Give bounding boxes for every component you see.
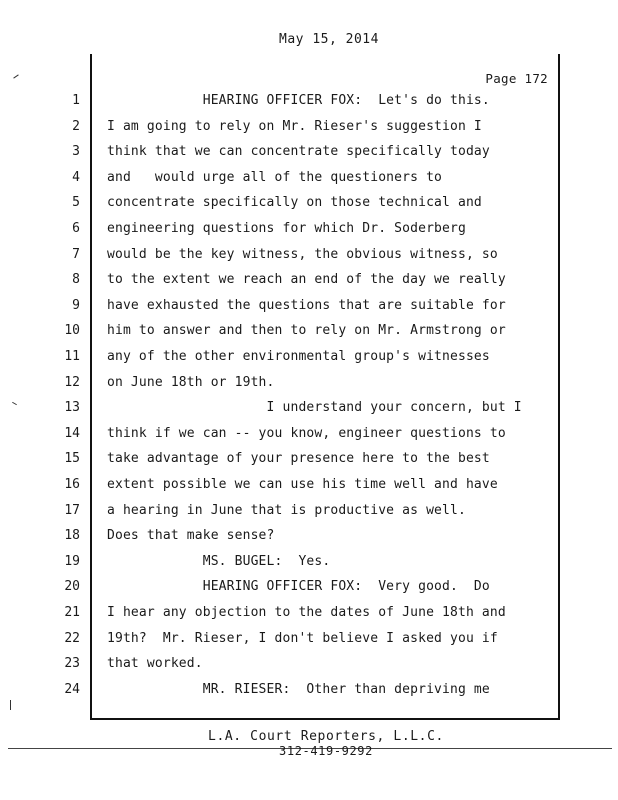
line-number: 10 — [64, 323, 80, 338]
line-number: 6 — [72, 221, 80, 236]
footer-phone: 312-419-9292 — [279, 744, 373, 758]
footer-company: L.A. Court Reporters, L.L.C. — [208, 729, 444, 744]
page-number-label: Page 172 — [485, 71, 548, 86]
line-number: 16 — [64, 477, 80, 492]
transcript-line: I understand your concern, but I — [107, 400, 522, 415]
transcript-line: that worked. — [107, 656, 203, 671]
line-number: 2 — [72, 119, 80, 134]
transcript-line: Does that make sense? — [107, 528, 275, 543]
transcript-line: MR. RIESER: Other than depriving me — [107, 682, 490, 697]
line-number: 7 — [72, 247, 80, 262]
line-number: 11 — [64, 349, 80, 364]
line-number: 14 — [64, 426, 80, 441]
line-number: 8 — [72, 272, 80, 287]
transcript-line: think that we can concentrate specifically today — [107, 144, 490, 159]
line-number: 12 — [64, 375, 80, 390]
line-number: 5 — [72, 195, 80, 210]
line-number: 18 — [64, 528, 80, 543]
scan-mark — [10, 700, 11, 710]
line-number: 13 — [64, 400, 80, 415]
transcript-line: I am going to rely on Mr. Rieser's suggestion I — [107, 119, 482, 134]
transcript-line: engineering questions for which Dr. Soderberg — [107, 221, 466, 236]
transcript-line: him to answer and then to rely on Mr. Armstrong or — [107, 323, 506, 338]
header-date: May 15, 2014 — [279, 32, 379, 47]
line-number: 24 — [64, 682, 80, 697]
transcript-line: 19th? Mr. Rieser, I don't believe I asked you if — [107, 631, 498, 646]
line-number: 17 — [64, 503, 80, 518]
transcript-line: any of the other environmental group's witnesses — [107, 349, 490, 364]
transcript-line: I hear any objection to the dates of June 18th and — [107, 605, 506, 620]
transcript-line: would be the key witness, the obvious witness, so — [107, 247, 498, 262]
line-number: 23 — [64, 656, 80, 671]
transcript-line: HEARING OFFICER FOX: Let's do this. — [107, 93, 490, 108]
line-number: 9 — [72, 298, 80, 313]
transcript-line: think if we can -- you know, engineer questions to — [107, 426, 506, 441]
transcript-line: MS. BUGEL: Yes. — [107, 554, 331, 569]
transcript-line: extent possible we can use his time well and have — [107, 477, 498, 492]
line-number: 1 — [72, 93, 80, 108]
line-number: 22 — [64, 631, 80, 646]
line-number: 20 — [64, 579, 80, 594]
scan-mark — [13, 74, 18, 78]
transcript-line: and would urge all of the questioners to — [107, 170, 443, 185]
scan-mark — [12, 402, 17, 405]
transcript-line: to the extent we reach an end of the day we really — [107, 272, 506, 287]
transcript-line: a hearing in June that is productive as well. — [107, 503, 466, 518]
transcript-line: have exhausted the questions that are suitable for — [107, 298, 506, 313]
line-number: 19 — [64, 554, 80, 569]
line-number: 15 — [64, 451, 80, 466]
line-number: 4 — [72, 170, 80, 185]
transcript-line: on June 18th or 19th. — [107, 375, 275, 390]
transcript-line: HEARING OFFICER FOX: Very good. Do — [107, 579, 490, 594]
transcript-line: take advantage of your presence here to the best — [107, 451, 490, 466]
line-number: 3 — [72, 144, 80, 159]
line-number: 21 — [64, 605, 80, 620]
transcript-line: concentrate specifically on those technical and — [107, 195, 482, 210]
